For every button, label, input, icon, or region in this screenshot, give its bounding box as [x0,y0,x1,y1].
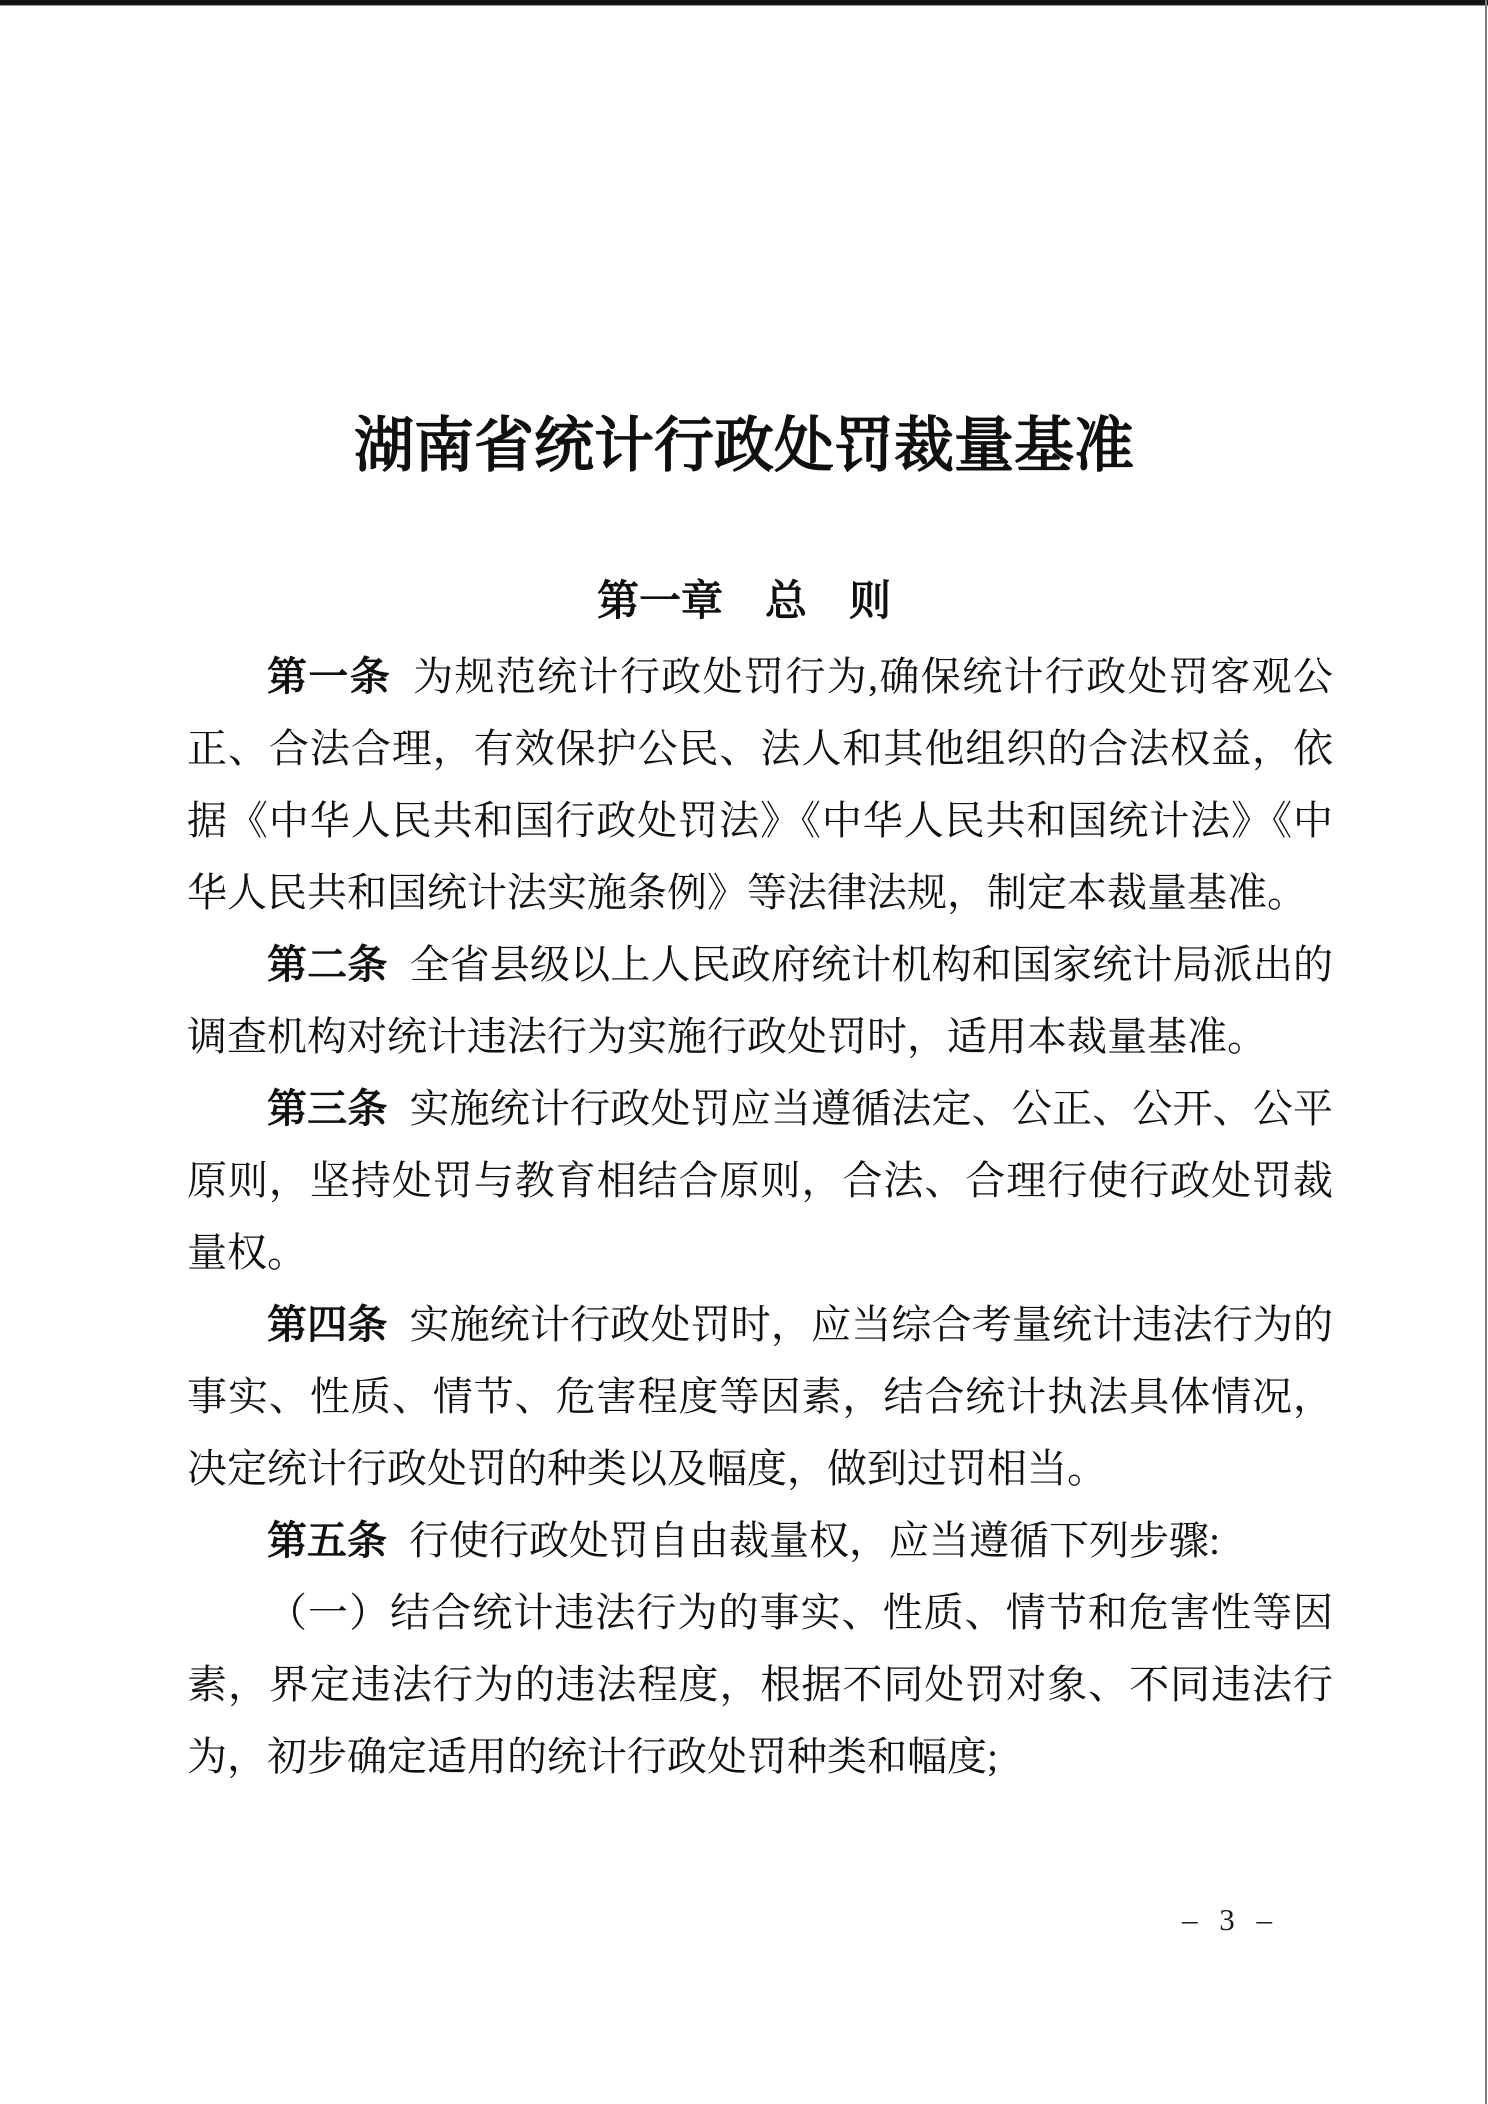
article-text: 行使行政处罚自由裁量权，应当遵循下列步骤: [409,1518,1221,1563]
article-text: 实施统计行政处罚应当遵循法定、公正、公开、公平原则，坚持处罚与教育相结合原则，合法、合理行使行政处罚裁量权。 [187,1086,1334,1275]
document-title: 湖南省统计行政处罚裁量基准 [354,413,1134,479]
article-text: 实施统计行政处罚时，应当综合考量统计违法行为的事实、性质、情节、危害程度等因素，结合统计执法具体情况，决定统计行政处罚的种类以及幅度，做到过罚相当。 [187,1302,1334,1491]
article-number: 第五条 [267,1519,387,1563]
article-paragraph [187,641,1333,929]
scan-top-edge [0,0,1488,6]
article-paragraph [187,1073,1333,1289]
article-number: 第二条 [267,943,388,987]
article-text: 为规范统计行政处罚行为,确保统计行政处罚客观公正、合法合理，有效保护公民、法人和其他组织的合法权益，依据《中华人民共和国行政处罚法》《中华人民共和国统计法》《中华人民共和国统计法实施条例》等法律法规，制定本裁量基准。 [187,654,1334,915]
article-number: 第一条 [267,655,392,699]
article-text: 全省县级以上人民政府统计机构和国家统计局派出的调查机构对统计违法行为实施行政处罚时，适用本裁量基准。 [187,942,1334,1059]
article-paragraph [187,1505,1333,1577]
page-number: – 3 – [1182,1902,1279,1937]
article-paragraph [187,1577,1333,1793]
scan-right-edge [1485,0,1487,2104]
article-number: 第三条 [267,1087,388,1131]
article-paragraph [187,929,1333,1073]
document-body [187,641,1333,1793]
chapter-heading: 第一章 总 则 [596,577,891,624]
article-number: 第四条 [267,1303,388,1347]
article-paragraph [187,1289,1333,1505]
article-text: （一）结合统计违法行为的事实、性质、情节和危害性等因素，界定违法行为的违法程度，根据不同处罚对象、不同违法行为，初步确定适用的统计行政处罚种类和幅度; [187,1590,1333,1779]
